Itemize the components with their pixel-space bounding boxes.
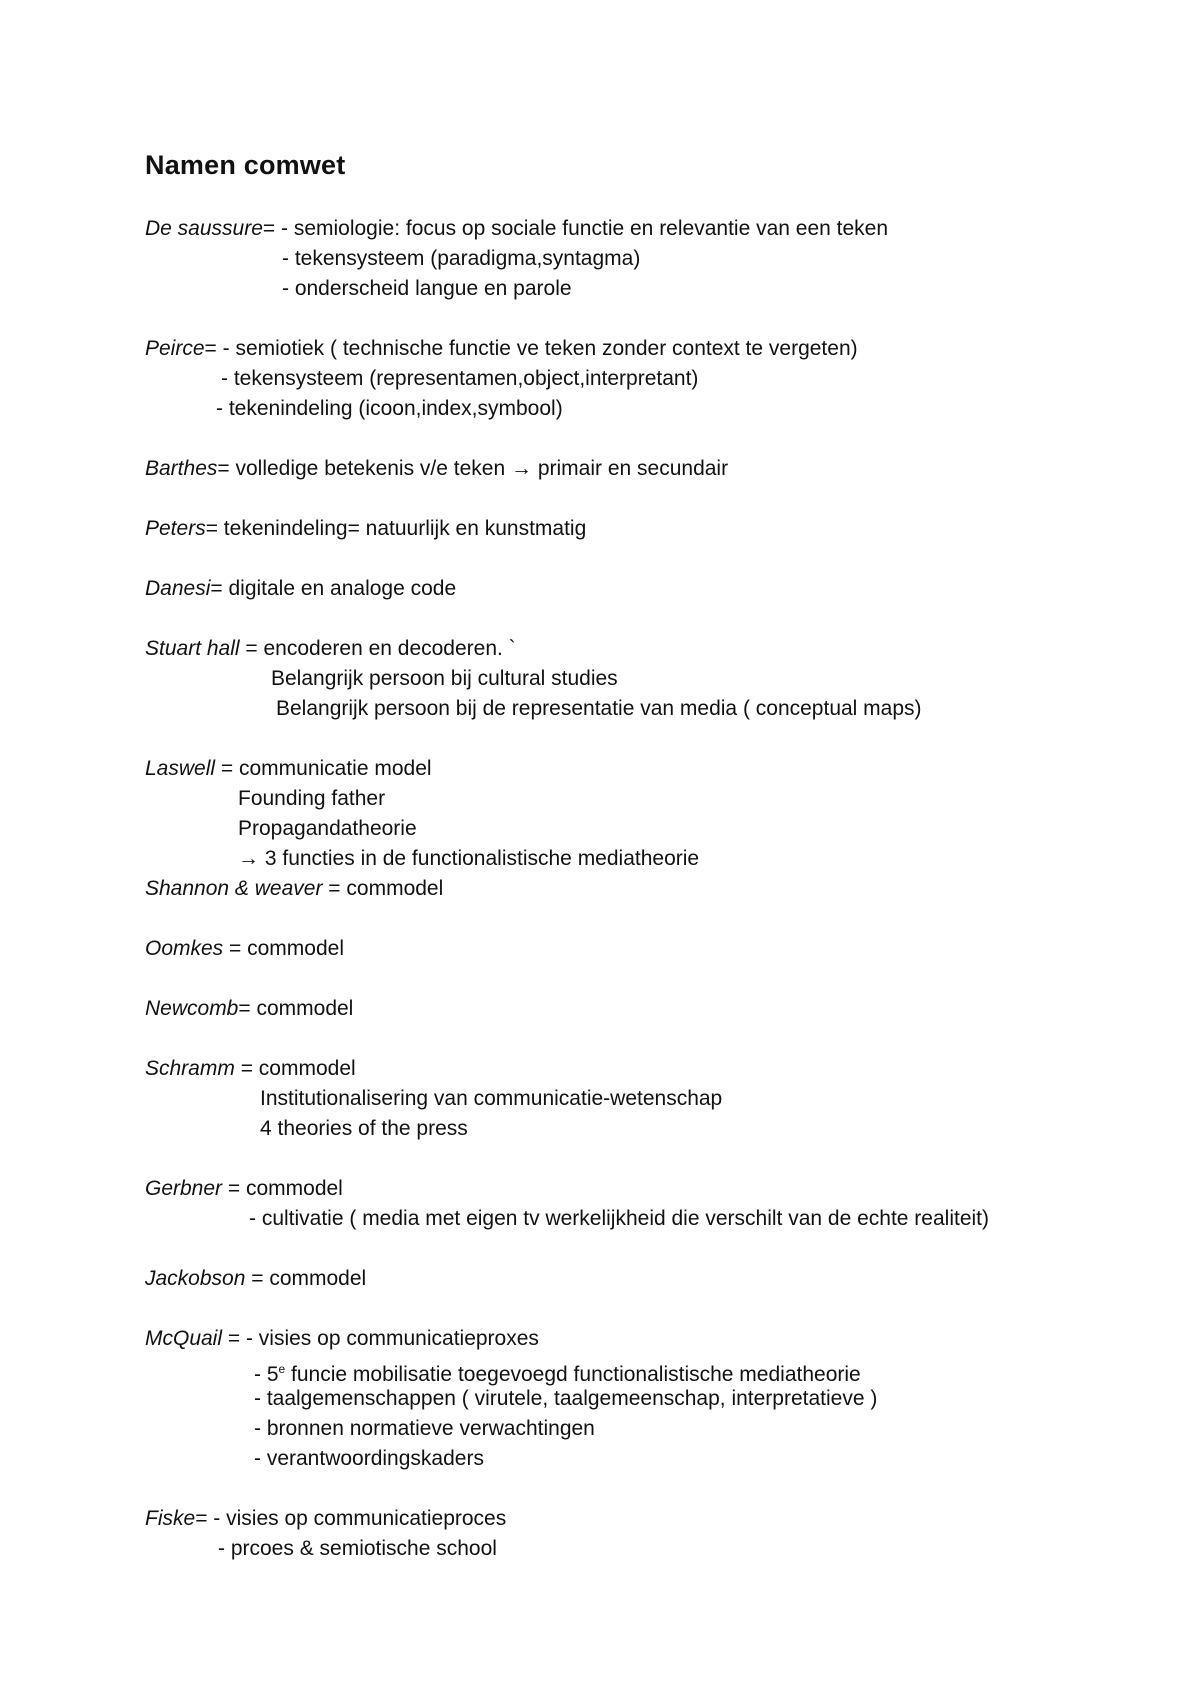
entry-schramm-line-1 [145, 1056, 356, 1082]
entry-text: = commodel [245, 1267, 367, 1290]
entry-text: = commodel [222, 1177, 343, 1200]
entry-gerbner-line-2: - cultivatie ( media met eigen tv werkelijkheid die verschilt van de echte realiteit) [249, 1207, 989, 1230]
entry-barthes-line-1 [145, 456, 728, 482]
entry-shannon-line-1 [145, 876, 443, 902]
entry-text: = - semiologie: focus op sociale functie en relevantie van een teken [262, 217, 889, 240]
entry-peirce-line-3: - tekenindeling (icoon,index,symbool) [216, 397, 563, 420]
entry-name: Jackobson [145, 1267, 246, 1290]
entry-text: = - semiotiek ( technische functie ve teken zonder context te vergeten) [204, 337, 858, 360]
entry-saussure-line-1 [145, 216, 888, 242]
entry-name: Schramm [145, 1057, 235, 1080]
entry-text: = digitale en analoge code [210, 577, 457, 600]
entry-name: Peters [145, 517, 206, 540]
superscript: e [278, 1362, 286, 1376]
entry-text-rest: primair en secundair [537, 457, 729, 480]
entry-danesi-line-1 [145, 576, 456, 602]
entry-fiske-line-2: - prcoes & semiotische school [218, 1537, 497, 1560]
entry-text: = tekenindeling= natuurlijk en kunstmatig [205, 517, 587, 540]
entry-text: = commodel [238, 997, 354, 1020]
entry-text: = commodel [234, 1057, 356, 1080]
entry-mcquail-line-4: - bronnen normatieve verwachtingen [254, 1417, 595, 1440]
entry-peirce-line-2: - tekensysteem (representamen,object,interpretant) [221, 367, 699, 390]
entry-peirce-line-1 [145, 336, 858, 362]
entry-text-post: funcie mobilisatie toegevoegd functionalistische mediatheorie [285, 1363, 861, 1386]
arrow-right-icon: → [511, 457, 532, 480]
entry-name: Gerbner [145, 1177, 223, 1200]
entry-laswell-line-3: Propagandatheorie [238, 817, 417, 840]
entry-mcquail-line-2 [254, 1356, 861, 1388]
entry-text: = - visies op communicatieproxes [222, 1327, 539, 1350]
entry-text: = - visies op communicatieproces [195, 1507, 507, 1530]
entry-oomkes-line-1 [145, 936, 344, 962]
entry-jackobson-line-1 [145, 1266, 366, 1292]
entry-name: Fiske [145, 1507, 196, 1530]
entry-name: Shannon & weaver [145, 877, 323, 900]
entry-text: = encoderen en decoderen. ` [239, 637, 516, 660]
entry-laswell-line-2: Founding father [238, 787, 386, 810]
entry-text: = commodel [322, 877, 444, 900]
entry-newcomb-line-1 [145, 996, 353, 1022]
entry-text: = volledige betekenis v/e teken [217, 457, 506, 480]
entry-text: = communicatie model [215, 757, 432, 780]
entry-mcquail-line-3: - taalgemenschappen ( virutele, taalgemeenschap, interpretatieve ) [254, 1387, 878, 1410]
entry-mcquail-line-1 [145, 1326, 539, 1352]
entry-name: De saussure [145, 217, 263, 240]
entry-name: Oomkes [145, 937, 224, 960]
entry-name: Stuart hall [145, 637, 240, 660]
entry-name: Laswell [145, 757, 216, 780]
entry-name: Peirce [145, 337, 205, 360]
entry-name: Newcomb [145, 997, 239, 1020]
entry-gerbner-line-1 [145, 1176, 343, 1202]
entry-hall-line-3: Belangrijk persoon bij de representatie van media ( conceptual maps) [276, 697, 922, 720]
entry-text: = commodel [223, 937, 344, 960]
entry-saussure-line-2: - tekensysteem (paradigma,syntagma) [282, 247, 641, 270]
entry-laswell-line-1 [145, 756, 432, 782]
entry-hall-line-1 [145, 636, 516, 662]
arrow-right-icon: → [238, 847, 259, 870]
entry-schramm-line-3: 4 theories of the press [260, 1117, 468, 1140]
entry-text: 3 functies in de functionalistische mediatheorie [264, 847, 700, 870]
entry-schramm-line-2: Institutionalisering van communicatie-wetenschap [260, 1087, 723, 1110]
entry-mcquail-line-5: - verantwoordingskaders [254, 1447, 484, 1470]
entry-fiske-line-1 [145, 1506, 506, 1532]
entry-hall-line-2: Belangrijk persoon bij cultural studies [271, 667, 618, 690]
entry-saussure-line-3: - onderscheid langue en parole [282, 277, 572, 300]
entry-laswell-line-4 [238, 846, 699, 872]
page-title: Namen comwet [145, 150, 346, 180]
entry-text-pre: - 5 [254, 1363, 279, 1386]
entry-name: Danesi [145, 577, 211, 600]
entry-peters-line-1 [145, 516, 586, 542]
entry-name: Barthes [145, 457, 218, 480]
entry-name: McQuail [145, 1327, 223, 1350]
